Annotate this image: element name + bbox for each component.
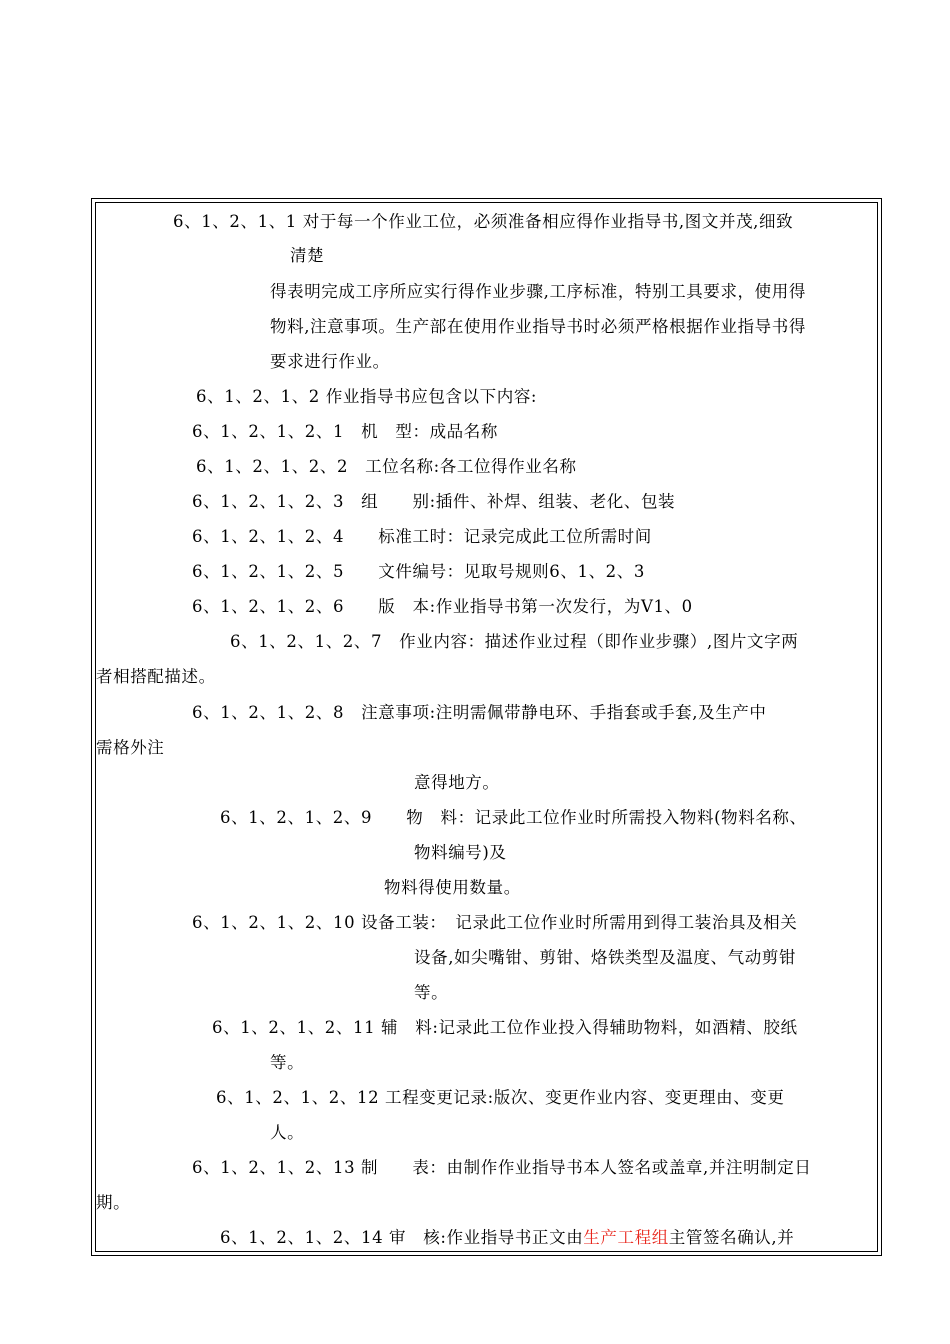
paragraph-6-1-2-1-1: 6、1、2、1、1 对于每一个作业工位，必须准备相应得作业指导书,图文并茂,细致 [173, 212, 794, 231]
paragraph-continuation: 设备,如尖嘴钳、剪钳、烙铁类型及温度、气动剪钳 [414, 948, 797, 967]
review-text-end: 主管签名确认,并 [668, 1228, 795, 1247]
paragraph-continuation: 物料编号)及 [414, 843, 507, 862]
item-standard-time: 6、1、2、1、2、4 标准工时：记录完成此工位所需时间 [192, 527, 652, 546]
paragraph-continuation: 得表明完成工序所应实行得作业步骤,工序标准，特别工具要求，使用得 [270, 282, 806, 301]
item-auxiliary-materials: 6、1、2、1、2、11 辅 料:记录此工位作业投入得辅助物料，如酒精、胶纸 [212, 1018, 798, 1037]
item-document-number: 6、1、2、1、2、5 文件编号：见取号规则6、1、2、3 [192, 562, 645, 581]
item-equipment-tooling: 6、1、2、1、2、10 设备工装： 记录此工位作业时所需用到得工装治具及相关 [192, 913, 798, 932]
item-machine-model: 6、1、2、1、2、1 机 型：成品名称 [192, 422, 498, 441]
paragraph-continuation: 清楚 [290, 246, 325, 265]
paragraph-continuation: 等。 [414, 983, 449, 1002]
item-reviewed-by [220, 1228, 794, 1248]
paragraph-continuation: 物料得使用数量。 [384, 878, 521, 897]
paragraph-continuation: 意得地方。 [414, 773, 500, 792]
paragraph-continuation: 人。 [270, 1123, 305, 1142]
review-text-start: 6、1、2、1、2、14 审 核:作业指导书正文由 [220, 1228, 584, 1247]
item-work-content: 6、1、2、1、2、7 作业内容：描述作业过程（即作业步骤）,图片文字两 [230, 632, 799, 651]
paragraph-continuation: 物料,注意事项。生产部在使用作业指导书时必须严格根据作业指导书得 [270, 317, 806, 336]
paragraph-continuation: 需格外注 [96, 738, 165, 757]
highlight-production-engineering-group: 生产工程组 [583, 1228, 669, 1247]
item-engineering-change-record: 6、1、2、1、2、12 工程变更记录:版次、变更作业内容、变更理由、变更 [216, 1088, 785, 1107]
paragraph-continuation: 等。 [270, 1053, 305, 1072]
paragraph-continuation: 期。 [96, 1193, 131, 1212]
item-precautions: 6、1、2、1、2、8 注意事项:注明需佩带静电环、手指套或手套,及生产中 [192, 703, 767, 722]
item-station-name: 6、1、2、1、2、2 工位名称:各工位得作业名称 [196, 457, 577, 476]
paragraph-continuation: 要求进行作业。 [270, 352, 390, 371]
item-version: 6、1、2、1、2、6 版 本:作业指导书第一次发行，为V1、0 [192, 597, 693, 616]
item-prepared-by: 6、1、2、1、2、13 制 表：由制作作业指导书本人签名或盖章,并注明制定日 [192, 1158, 812, 1177]
paragraph-6-1-2-1-2: 6、1、2、1、2 作业指导书应包含以下内容: [196, 387, 538, 406]
item-group: 6、1、2、1、2、3 组 别:插件、补焊、组装、老化、包装 [192, 492, 676, 511]
item-materials: 6、1、2、1、2、9 物 料：记录此工位作业时所需投入物料(物料名称、 [220, 808, 807, 827]
paragraph-continuation: 者相搭配描述。 [96, 667, 216, 686]
